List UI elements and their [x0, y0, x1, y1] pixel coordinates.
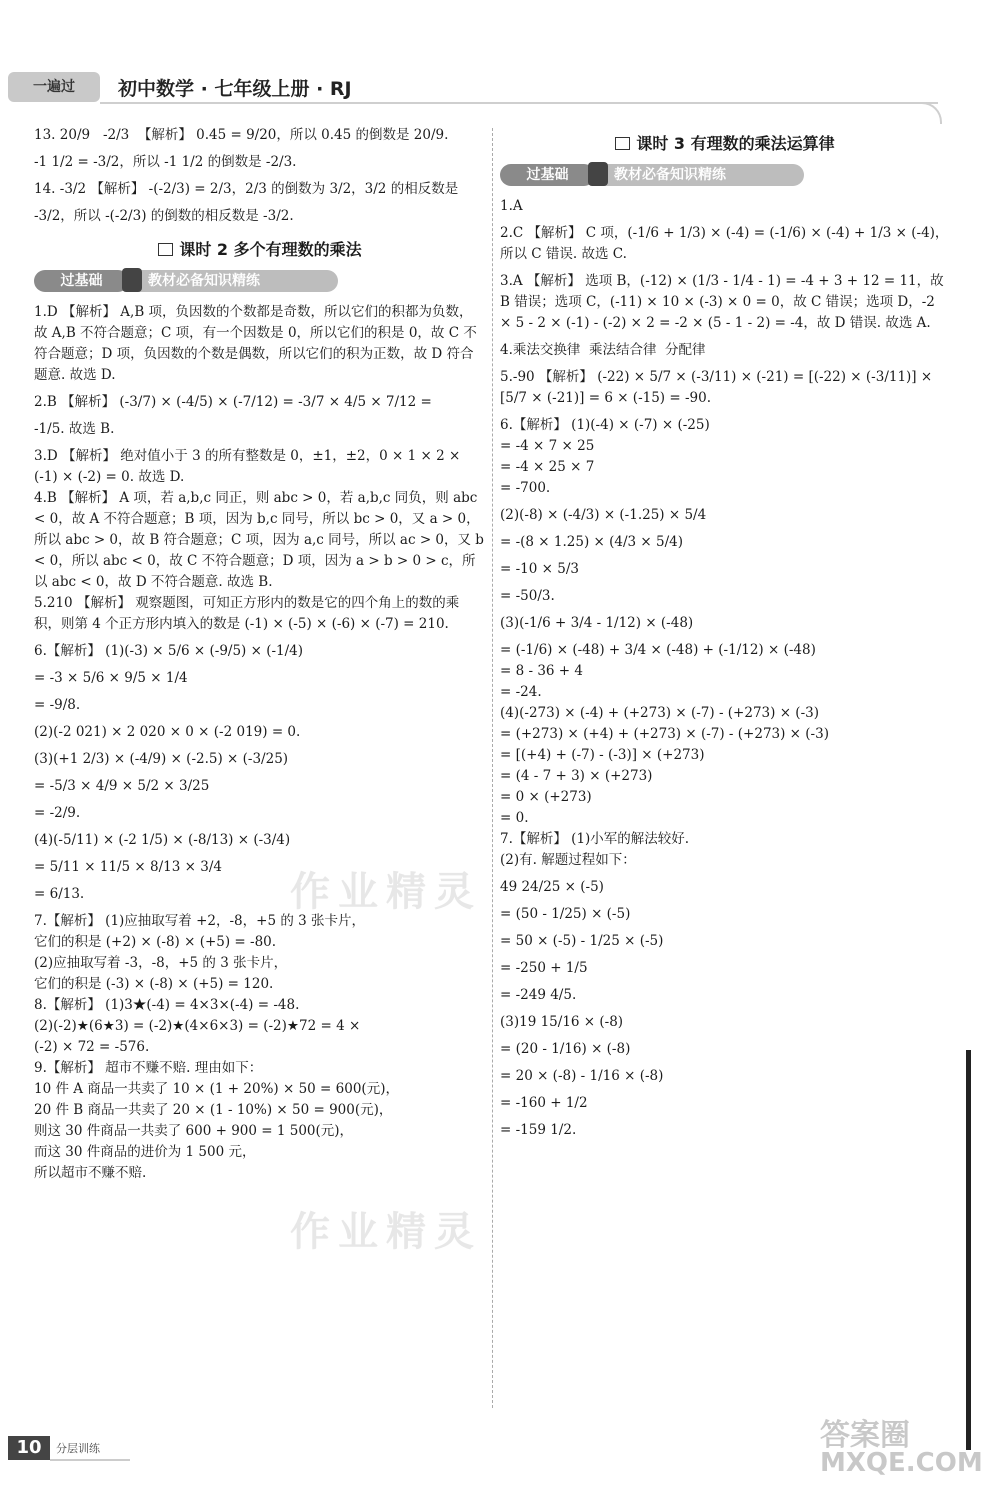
answer-3: 3.A 【解析】 选项 B，(-12) × (1/3 - 1/4 - 1) = -4 + 3 + 12 = 11，故 B 错误；选项 C，(-11) × 10 × (-3) × 0 = 0，故 C 错误；选项 D，-2 × 5 - 2 × (-1) - (-2) × 2 = -2 × (5 - 1 - 2) = -4，故 D 错误. 故选 A. [500, 273, 948, 331]
site-watermark-url: MXQE.COM [820, 1448, 983, 1478]
banner-label: 过基础 [34, 270, 129, 292]
answer-6-step15: = [(+4) + (-7) - (-3)] × (+273) [500, 747, 705, 763]
banner-label: 过基础 [500, 164, 595, 186]
answer-6-step13: (4)(-273) × (-4) + (+273) × (-7) - (+273) × (-3) [500, 705, 819, 721]
answer-9-line3: 20 件 B 商品一共卖了 20 × (1 - 10%) × 50 = 900(元)， [34, 1102, 393, 1118]
answer-6-step7: = -10 × 5/3 [500, 561, 579, 577]
answer-7-line11: = -160 + 1/2 [500, 1095, 588, 1111]
answer-7-line10: = 20 × (-8) - 1/16 × (-8) [500, 1068, 664, 1084]
answer-7-line6: = -250 + 1/5 [500, 960, 588, 976]
answer-7-line4: = (50 - 1/25) × (-5) [500, 906, 631, 922]
watermark-text: 作业精灵 [290, 868, 482, 915]
lesson-3-title: 课时 3 有理数的乘法运算律 [636, 134, 835, 153]
banner-subtitle: 教材必备知识精练 [600, 164, 804, 186]
header-rule [100, 102, 938, 104]
answer-6-step3: = -4 × 25 × 7 [500, 459, 595, 475]
answer-4: 4.B 【解析】 A 项，若 a,b,c 同正，则 abc > 0，若 a,b,c 同负，则 abc < 0，故 A 不符合题意；B 项，因为 b,c 同号，所以 bc > 0，又 a > 0，所以 abc > 0，故 B 符合题意；C 项，因为 a,c 同号，所以 ac > 0，又 b < 0，所以 abc < 0，故 C 不符合题意；D 项，因为 a > b > 0 > c，所以 abc < 0，故 D 不符合题意. 故选 B. [34, 490, 489, 590]
lesson-box-icon [615, 137, 630, 150]
footer-rule [50, 1459, 130, 1461]
lesson-box-icon [158, 243, 173, 256]
book-icon [588, 162, 608, 186]
section-banner [34, 268, 486, 294]
answer-6-step8: (4)(-5/11) × (-2 1/5) × (-8/13) × (-3/4) [34, 832, 291, 848]
answer-9-line5: 而这 30 件商品的进价为 1 500 元， [34, 1144, 256, 1160]
answer-7-line2: 它们的积是 (+2) × (-8) × (+5) = -80. [34, 934, 277, 950]
answer-7-line12: = -159 1/2. [500, 1122, 577, 1138]
lesson-3-heading [500, 131, 950, 154]
answer-14-line2: -3/2，所以 -(-2/3) 的倒数的相反数是 -3/2. [34, 208, 294, 224]
answer-6-step9: = 5/11 × 11/5 × 8/13 × 3/4 [34, 859, 222, 875]
answer-6-step7: = -2/9. [34, 805, 81, 821]
brand-logo: 一遍过 [8, 72, 100, 102]
footer-label: 分层训练 [56, 1442, 100, 1455]
answer-9-line2: 10 件 A 商品一共卖了 10 × (1 + 20%) × 50 = 600(元)， [34, 1081, 399, 1097]
answer-6-step4: = -700. [500, 480, 551, 496]
answer-4: 4.乘法交换律 乘法结合律 分配律 [500, 342, 706, 358]
answer-6-step5: (3)(+1 2/3) × (-4/9) × (-2.5) × (-3/25) [34, 751, 289, 767]
answer-9-line4: 则这 30 件商品一共卖了 600 + 900 = 1 500(元)， [34, 1123, 354, 1139]
answer-6-step1: 6.【解析】 (1)(-3) × 5/6 × (-9/5) × (-1/4) [34, 643, 304, 659]
answer-2-cont: -1/5. 故选 B. [34, 421, 115, 437]
answer-6-step5: (2)(-8) × (-4/3) × (-1.25) × 5/4 [500, 507, 707, 523]
answer-6-step3: = -9/8. [34, 697, 81, 713]
answer-2: 2.B 【解析】 (-3/7) × (-4/5) × (-7/12) = -3/7 × 4/5 × 7/12 = [34, 394, 432, 410]
answer-7-line4: 它们的积是 (-3) × (-8) × (+5) = 120. [34, 976, 274, 992]
answer-2: 2.C 【解析】 C 项，(-1/6 + 1/3) × (-4) = (-1/6) × (-4) + 1/3 × (-4)，所以 C 错误. 故选 C. [500, 225, 949, 262]
banner-subtitle: 教材必备知识精练 [134, 270, 338, 292]
book-title: 初中数学 · 七年级上册 · RJ [118, 78, 352, 100]
watermark-text-2: 作业精灵 [290, 1208, 482, 1255]
answer-5: 5.-90 【解析】 (-22) × 5/7 × (-3/11) × (-21) = [(-22) × (-3/11)] × [5/7 × (-21)] = 6 × (-15) = -90. [500, 369, 937, 406]
answer-6-step6: = -5/3 × 4/9 × 5/2 × 3/25 [34, 778, 210, 794]
answer-6-step9: (3)(-1/6 + 3/4 - 1/12) × (-48) [500, 615, 694, 631]
answer-6-step10: = 6/13. [34, 886, 85, 902]
page-number: 10 [8, 1436, 50, 1460]
answer-1: 1.D 【解析】 A,B 项，负因数的个数都是奇数，所以它们的积都为负数，故 A,B 不符合题意；C 项，有一个因数是 0，所以它们的积是 0，故 C 不符合题意；D 项，负因数的个数是偶数，所以它们的积为正数，故 D 符合题意. 故选 D. [34, 304, 477, 383]
answer-7-line1: 7.【解析】 (1)应抽取写着 +2，-8，+5 的 3 张卡片， [34, 913, 365, 929]
answer-1: 1.A [500, 198, 523, 214]
answer-6-step6: = -(8 × 1.25) × (4/3 × 5/4) [500, 534, 684, 550]
answer-8-line2: (2)(-2)★(6★3) = (-2)★(4×6×3) = (-2)★72 = 4 × [34, 1018, 361, 1034]
lesson-2-heading [34, 237, 486, 260]
answer-8-line3: (-2) × 72 = -576. [34, 1039, 150, 1055]
answer-14-line1: 14. -3/2 【解析】 -(-2/3) = 2/3，2/3 的倒数为 3/2，3/2 的相反数是 [34, 181, 459, 197]
answer-6-step18: = 0. [500, 810, 529, 826]
answer-13-line1: 13. 20/9 -2/3 【解析】 0.45 = 9/20，所以 0.45 的倒数是 20/9. [34, 127, 449, 143]
answer-9-line6: 所以超市不赚不赔. [34, 1165, 147, 1181]
answer-6-step17: = 0 × (+273) [500, 789, 592, 805]
answer-6-step4: (2)(-2 021) × 2 020 × 0 × (-2 019) = 0. [34, 724, 301, 740]
book-icon [122, 268, 142, 292]
answer-5: 5.210 【解析】 观察题图，可知正方形内的数是它的四个角上的数的乘积，则第 4 个正方形内填入的数是 (-1) × (-5) × (-6) × (-7) = 210. [34, 595, 460, 632]
answer-7-line3: 49 24/25 × (-5) [500, 879, 604, 895]
answer-6-step16: = (4 - 7 + 3) × (+273) [500, 768, 653, 784]
answer-9-line1: 9.【解析】 超市不赚不赔. 理由如下： [34, 1060, 263, 1076]
answer-7-line3: (2)应抽取写着 -3，-8，+5 的 3 张卡片， [34, 955, 288, 971]
answer-3: 3.D 【解析】 绝对值小于 3 的所有整数是 0，±1，±2，0 × 1 × 2 × (-1) × (-2) = 0. 故选 D. [34, 448, 465, 485]
answer-6-step14: = (+273) × (+4) + (+273) × (-7) - (+273) × (-3) [500, 726, 829, 742]
answer-7-line1: 7.【解析】 (1)小军的解法较好. [500, 831, 690, 847]
column-divider [492, 128, 493, 1408]
page-edge-bar [966, 1050, 971, 1450]
answer-7-line2: (2)有. 解题过程如下： [500, 852, 636, 868]
answer-7-line5: = 50 × (-5) - 1/25 × (-5) [500, 933, 664, 949]
answer-6-step12: = -24. [500, 684, 542, 700]
left-column [34, 125, 489, 1184]
lesson-2-title: 课时 2 多个有理数的乘法 [179, 240, 362, 259]
answer-6-step2: = -3 × 5/6 × 9/5 × 1/4 [34, 670, 188, 686]
right-column [500, 125, 950, 1141]
answer-6-step1: 6.【解析】 (1)(-4) × (-7) × (-25) [500, 417, 710, 433]
section-banner [500, 162, 950, 188]
answer-6-step8: = -50/3. [500, 588, 555, 604]
answer-8-line1: 8.【解析】 (1)3★(-4) = 4×3×(-4) = -48. [34, 997, 300, 1013]
site-watermark-logo: 答案圈 [820, 1418, 910, 1453]
answer-7-line7: = -249 4/5. [500, 987, 577, 1003]
answer-7-line8: (3)19 15/16 × (-8) [500, 1014, 624, 1030]
header-rule-curve [900, 102, 942, 124]
page-header [0, 62, 1000, 108]
answer-6-step10: = (-1/6) × (-48) + 3/4 × (-48) + (-1/12) × (-48) [500, 642, 816, 658]
answer-6-step2: = -4 × 7 × 25 [500, 438, 595, 454]
answer-6-step11: = 8 - 36 + 4 [500, 663, 583, 679]
answer-7-line9: = (20 - 1/16) × (-8) [500, 1041, 631, 1057]
answer-13-line2: -1 1/2 = -3/2，所以 -1 1/2 的倒数是 -2/3. [34, 154, 297, 170]
